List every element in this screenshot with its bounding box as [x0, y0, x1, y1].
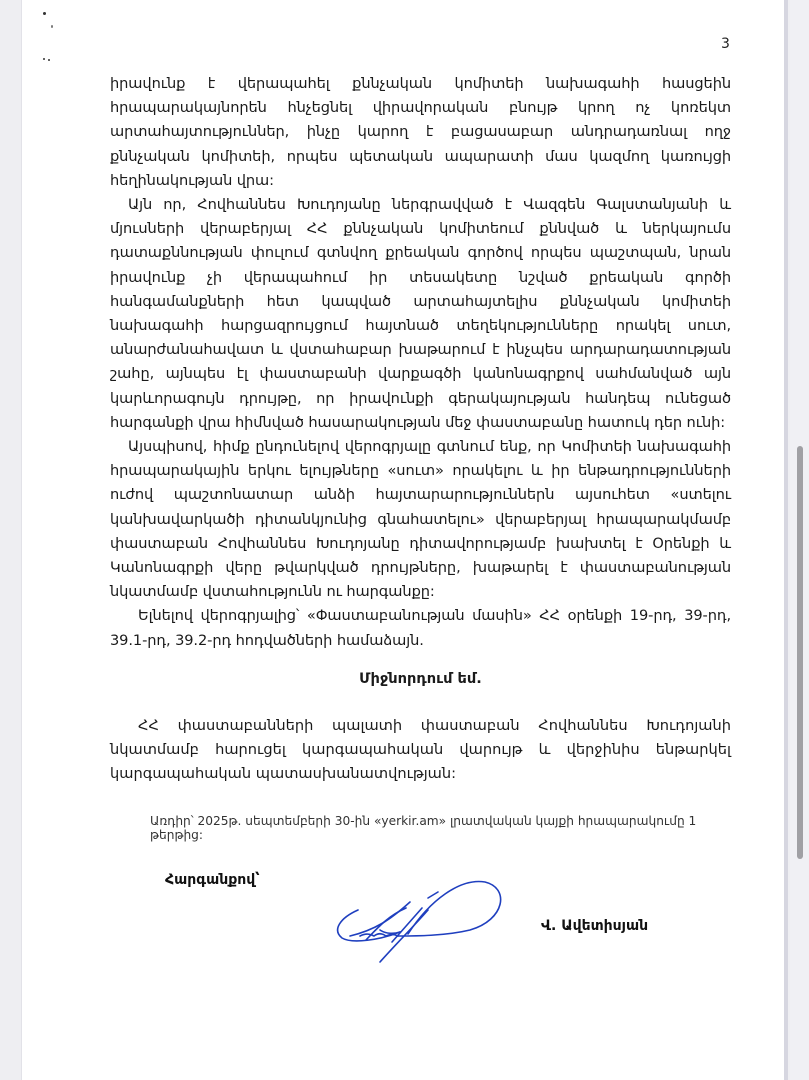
paragraph-defense-role: Այն որ, Հովհաննես Խուդոյանը ներգրավված է Վազգեն Գալստանյանի և մյուսների վերաբերյալ ՀՀ քննչական կոմիտեում քննված և ներկայումս դատաքննության փուլում գտնվող քրեական գործով որպես պաշտպան, նրան իրավունք չի վերապահում իր տեսակետը նշված քրեական գործի հանգամանքների հետ կապված արտահայտելիս քննչական կոմիտեի նախագահի հարցազրույցում հայտնած տեղեկությունները որակել սուտ, անարժանահավատ և վստահաբար խաթարում է ինչպես արդարադատության շահը, այնպես էլ փաստաբանի վարքագծի կանոնագրքով սահմանված այն կարևորագույն դրույթը, որ իրավունքի գերակայության հանդեպ ունեցած հարգանքի վրա հիմնված հասարակության մեջ փաստաբանը հատուկ դեր ունի: — [110, 196, 731, 431]
scan-artifact-dot — [51, 25, 53, 28]
signer-name: Վ. Ավետիսյան — [541, 918, 649, 934]
scrollbar-thumb[interactable] — [797, 446, 803, 859]
scan-artifact-dot — [43, 58, 45, 60]
attachment-note: Առդիր՝ 2025թ. սեպտեմբերի 30-ին «yerkir.am» լրատվական կայքի հրապարակումը 1 թերթից: — [150, 814, 697, 842]
page-number: 3 — [721, 36, 730, 52]
document-body — [110, 72, 731, 653]
petition-heading: Միջնորդում եմ. — [359, 670, 482, 687]
paragraph-legal-basis: Ելնելով վերոգրյալից՝ «Փաստաբանության մասին» ՀՀ օրենքի 19-րդ, 39-րդ, 39.1-րդ, 39.2-րդ հոդվածների համաձայն. — [110, 607, 731, 649]
paragraph-continuation: իրավունք է վերապահել քննչական կոմիտեի նախագահի հասցեին հրապարակայնորեն հնչեցնել վիրավորական բնույթ կրող ոչ կոռեկտ արտահայտություններ, ինչը կարող է բացասաբար անդրադառնալ ողջ քննչական կոմիտեի, որպես պետական ապարատի մաս կազմող կառույցի հեղինակության վրա: — [110, 75, 731, 189]
paragraph-conclusion: Այսպիսով, հիմք ընդունելով վերոգրյալը գտնում ենք, որ Կոմիտեի նախագահի հրապարակային երկու ելույթները «սուտ» որակելու և իր ենթադրությունների ուժով պաշտոնատար անձի հայտարարություններն այսուհետ «ստելու կանխավարկածի դիտանկյունից գնահատելու» վերաբերյալ հրապարակմամբ փաստաբան Հովհաննես Խուդոյանը դիտավորությամբ խախտել է Օրենքի և Կանոնագրքի վերը թվարկված դրույթները, խաթարել է փաստաբանության նկատմամբ վստահությունն ու հարգանքը: — [110, 438, 731, 601]
closing-salutation: Հարգանքով՝ — [165, 872, 260, 888]
petition-request: ՀՀ փաստաբանների պալատի փաստաբան Հովհաննես Խուդոյանի նկատմամբ հարուցել կարգապահական վարույթ և վերջինիս ենթարկել կարգապահական պատասխանատվության: — [110, 717, 731, 783]
scan-artifact-dot — [43, 12, 46, 15]
page-edge — [784, 0, 788, 1080]
signature-icon — [320, 870, 520, 980]
scan-artifact-dot — [48, 59, 50, 61]
